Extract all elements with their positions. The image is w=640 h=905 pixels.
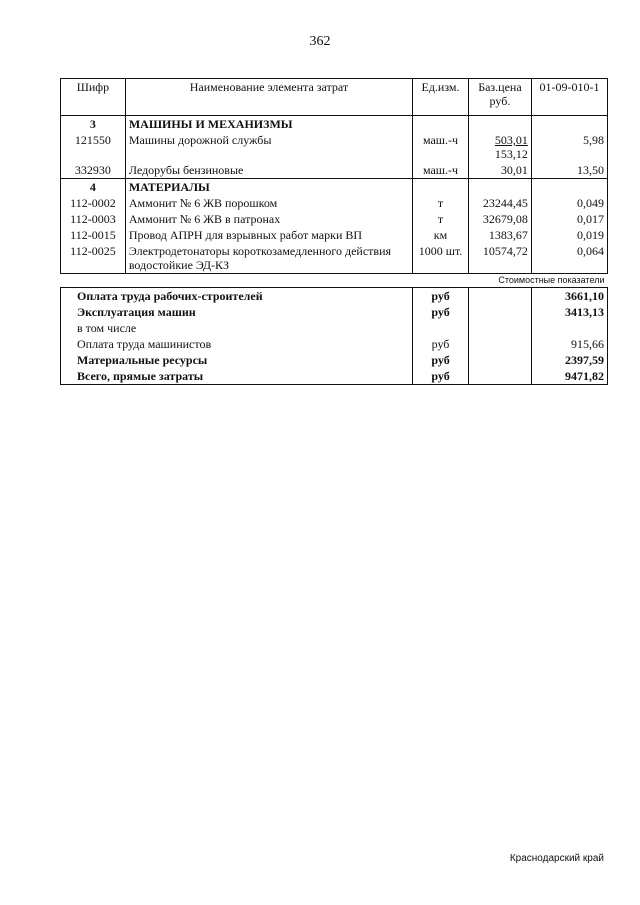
row-price-primary: 503,01	[494, 133, 528, 147]
section-number: 3	[61, 116, 126, 133]
row-price-secondary: 153,12	[494, 147, 528, 161]
header-unit: Ед.изм.	[413, 79, 469, 116]
row-value: 5,98	[531, 132, 607, 162]
row-name: Электродетонаторы короткозамедленного действия водостойкие ЭД-КЗ	[125, 243, 412, 274]
summary-unit: руб	[413, 304, 469, 320]
table-row	[61, 195, 608, 211]
row-code: 112-0025	[61, 243, 126, 274]
summary-value: 3661,10	[531, 288, 607, 305]
summary-value: 9471,82	[531, 368, 607, 385]
row-price: 1383,67	[468, 227, 531, 243]
summary-name: Эксплуатация машин	[61, 304, 413, 320]
table-row	[61, 243, 608, 274]
table-row	[61, 162, 608, 179]
header-norm: 01-09-010-1	[531, 79, 607, 116]
header-price	[468, 79, 531, 116]
row-code: 112-0015	[61, 227, 126, 243]
row-name: Провод АПРН для взрывных работ марки ВП	[125, 227, 412, 243]
header-price-line2: руб.	[489, 94, 511, 108]
row-value: 0,064	[531, 243, 607, 274]
table-row	[61, 132, 608, 162]
cost-caption: Стоимостные показатели	[61, 274, 608, 288]
summary-value: 2397,59	[531, 352, 607, 368]
row-price: 32679,08	[468, 211, 531, 227]
footer-region: Краснодарский край	[509, 853, 604, 864]
section-number: 4	[61, 179, 126, 196]
summary-unit: руб	[413, 352, 469, 368]
row-price	[468, 132, 531, 162]
page-number: 362	[309, 34, 331, 49]
summary-name: Оплата труда машинистов	[61, 336, 413, 352]
summary-row	[61, 288, 608, 305]
row-price: 30,01	[468, 162, 531, 179]
table-header-row	[61, 79, 608, 116]
summary-value: 3413,13	[531, 304, 607, 320]
table-row	[61, 211, 608, 227]
row-code: 121550	[61, 132, 126, 162]
summary-unit: руб	[413, 336, 469, 352]
row-code: 332930	[61, 162, 126, 179]
table-row	[61, 227, 608, 243]
row-name: Аммонит № 6 ЖВ порошком	[125, 195, 412, 211]
section-title: МАТЕРИАЛЫ	[125, 179, 412, 196]
row-code: 112-0003	[61, 211, 126, 227]
summary-row	[61, 368, 608, 385]
row-unit: км	[413, 227, 469, 243]
row-name: Машины дорожной службы	[125, 132, 412, 162]
row-value: 0,017	[531, 211, 607, 227]
section-title: МАШИНЫ И МЕХАНИЗМЫ	[125, 116, 412, 133]
summary-row	[61, 352, 608, 368]
row-value: 0,049	[531, 195, 607, 211]
header-price-line1: Баз.цена	[478, 80, 522, 94]
summary-name: в том числе	[61, 320, 413, 336]
summary-unit	[413, 320, 469, 336]
row-value: 13,50	[531, 162, 607, 179]
summary-name: Материальные ресурсы	[61, 352, 413, 368]
row-unit: т	[413, 195, 469, 211]
row-unit: маш.-ч	[413, 132, 469, 162]
row-unit: т	[413, 211, 469, 227]
header-name: Наименование элемента затрат	[125, 79, 412, 116]
summary-value: 915,66	[531, 336, 607, 352]
row-price: 23244,45	[468, 195, 531, 211]
summary-row	[61, 336, 608, 352]
row-name: Ледорубы бензиновые	[125, 162, 412, 179]
summary-unit: руб	[413, 288, 469, 305]
summary-unit: руб	[413, 368, 469, 385]
row-unit: маш.-ч	[413, 162, 469, 179]
row-price: 10574,72	[468, 243, 531, 274]
summary-row	[61, 304, 608, 320]
section-machines-title-row	[61, 116, 608, 133]
cost-table	[60, 78, 608, 385]
summary-value	[531, 320, 607, 336]
summary-name: Оплата труда рабочих-строителей	[61, 288, 413, 305]
summary-name: Всего, прямые затраты	[61, 368, 413, 385]
summary-row	[61, 320, 608, 336]
section-materials-title-row	[61, 179, 608, 196]
header-code: Шифр	[61, 79, 126, 116]
cost-caption-row	[61, 274, 608, 288]
row-value: 0,019	[531, 227, 607, 243]
row-code: 112-0002	[61, 195, 126, 211]
row-name: Аммонит № 6 ЖВ в патронах	[125, 211, 412, 227]
row-unit: 1000 шт.	[413, 243, 469, 274]
